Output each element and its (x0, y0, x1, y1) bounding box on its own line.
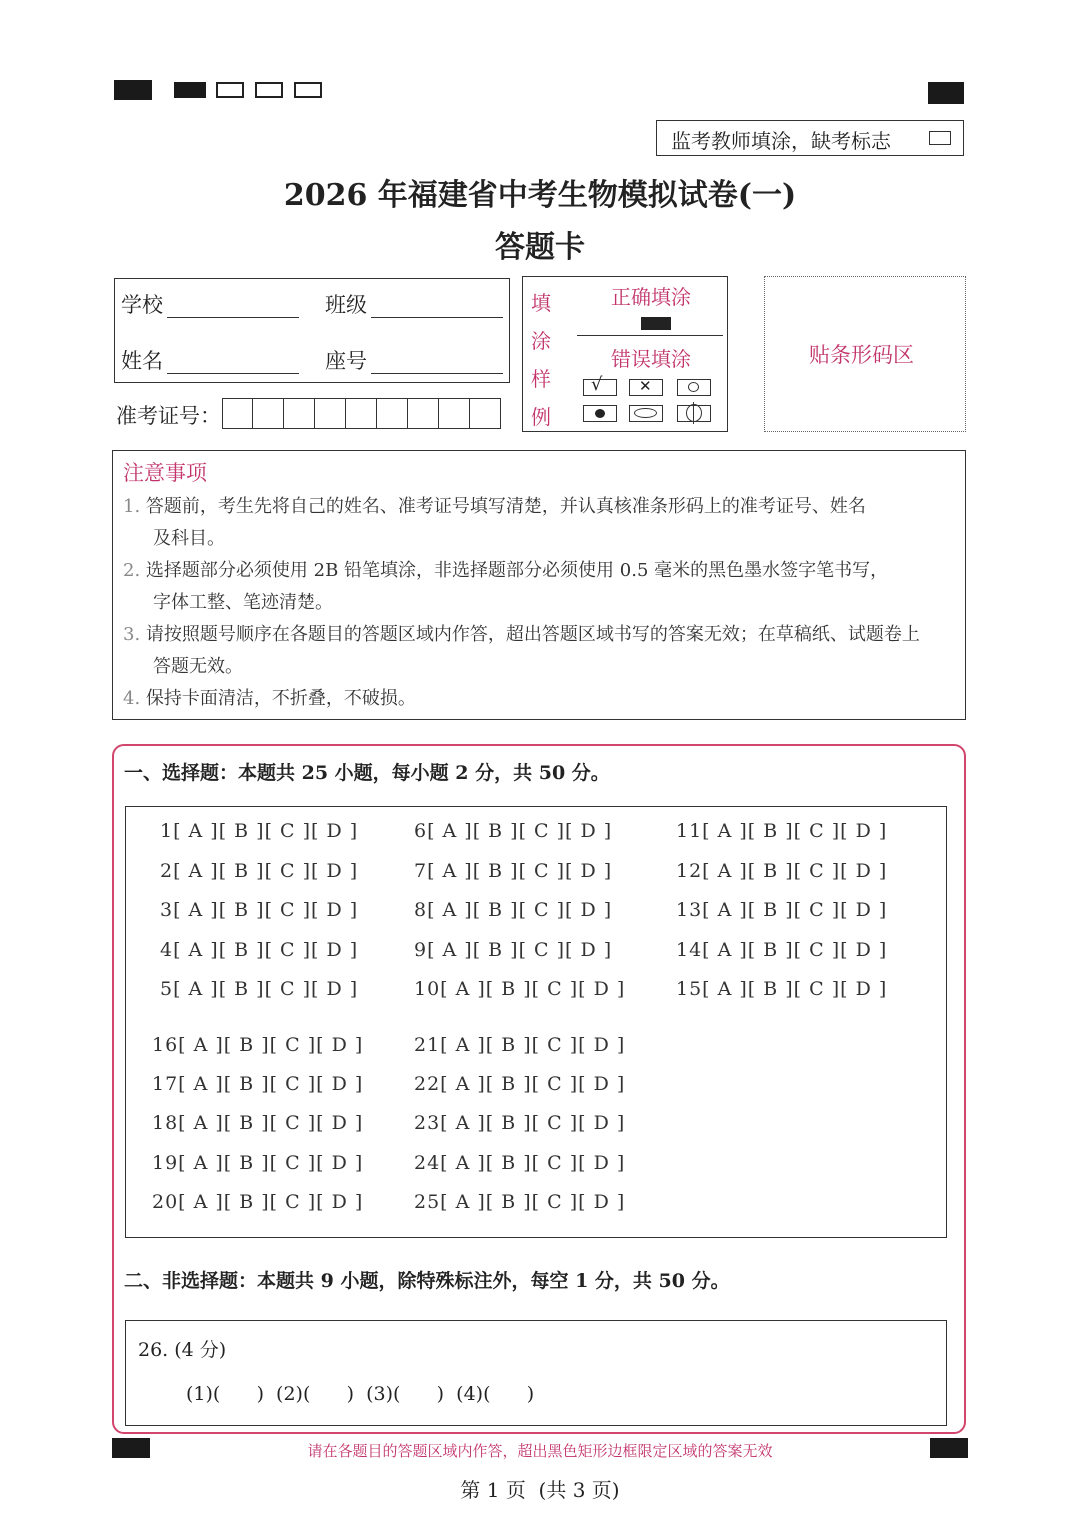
page-title: 2026 年福建省中考生物模拟试卷(一) (283, 178, 797, 213)
class-label: 班级 (325, 293, 367, 317)
exam-id-boxes[interactable] (222, 398, 501, 429)
section1-title: 一、选择题：本题共 25 小题，每小题 2 分，共 50 分。 (124, 762, 610, 784)
exam-id-digit[interactable] (470, 398, 501, 429)
mcq-row[interactable]: 14[ A ][ B ][ C ][ D ] (676, 938, 888, 961)
notice-item-3: 3. 请按照题号顺序在各题目的答题区域内作答，超出答题区域书写的答案无效；在草稿纸、试题卷上 答题无效。 (123, 624, 920, 677)
q26-box (125, 1320, 947, 1426)
check-icon: √ (591, 374, 603, 395)
mcq-row[interactable]: 23[ A ][ B ][ C ][ D ] (414, 1112, 626, 1135)
mcq-row[interactable]: 9[ A ][ B ][ C ][ D ] (414, 938, 613, 961)
page-subtitle: 答题卡 (495, 230, 585, 265)
mcq-group1-col3 (676, 820, 887, 1018)
exam-id-digit[interactable] (439, 398, 470, 429)
mcq-row[interactable]: 22[ A ][ B ][ C ][ D ] (414, 1073, 626, 1096)
absence-checkbox[interactable] (929, 131, 951, 145)
fill-sample-char-3: 样 (531, 367, 551, 391)
mcq-row[interactable]: 19[ A ][ B ][ C ][ D ] (152, 1151, 364, 1174)
mcq-row[interactable]: 3[ A ][ B ][ C ][ D ] (160, 899, 359, 921)
name-field[interactable] (167, 349, 299, 374)
slashed-circle-icon (686, 404, 702, 422)
exam-id-digit[interactable] (408, 398, 439, 429)
registration-mark-hollow-2 (255, 82, 283, 98)
mcq-row[interactable]: 5[ A ][ B ][ C ][ D ] (160, 978, 359, 1000)
exam-id-digit[interactable] (377, 398, 408, 429)
school-label: 学校 (121, 293, 163, 317)
slash-line (693, 402, 694, 424)
dot-icon (595, 409, 605, 418)
mcq-row[interactable]: 6[ A ][ B ][ C ][ D ] (414, 820, 613, 842)
mcq-group1-col2 (414, 820, 625, 1018)
mcq-row[interactable]: 25[ A ][ B ][ C ][ D ] (414, 1190, 626, 1213)
seat-field[interactable] (371, 349, 503, 374)
mcq-row[interactable]: 8[ A ][ B ][ C ][ D ] (414, 899, 613, 921)
mcq-row[interactable]: 10[ A ][ B ][ C ][ D ] (414, 978, 626, 1000)
mcq-row[interactable]: 4[ A ][ B ][ C ][ D ] (160, 938, 359, 961)
mcq-row[interactable]: 15[ A ][ B ][ C ][ D ] (676, 978, 888, 1000)
mcq-row[interactable]: 24[ A ][ B ][ C ][ D ] (414, 1151, 626, 1174)
wrong-sample-cross (629, 379, 663, 396)
fill-sample-char-4: 例 (531, 405, 551, 429)
mcq-group1-col1 (160, 820, 358, 1018)
mcq-row[interactable]: 1[ A ][ B ][ C ][ D ] (160, 820, 359, 842)
notice-item-4: 4. 保持卡面清洁，不折叠，不破损。 (123, 688, 416, 709)
wrong-sample-check (583, 374, 617, 396)
proctor-absence-box (656, 120, 964, 156)
exam-id-digit[interactable] (284, 398, 315, 429)
wrong-sample-circle (677, 379, 711, 396)
school-field[interactable] (167, 293, 299, 318)
mcq-row[interactable]: 21[ A ][ B ][ C ][ D ] (414, 1034, 626, 1056)
page-number: 第 1 页 (共 3 页) (460, 1478, 620, 1502)
proctor-label: 监考教师填涂，缺考标志 (671, 129, 891, 153)
barcode-area (764, 276, 966, 432)
exam-id-digit[interactable] (315, 398, 346, 429)
notice-heading: 注意事项 (123, 461, 207, 485)
wrong-fill-label: 错误填涂 (611, 347, 691, 371)
section2-title: 二、非选择题：本题共 9 小题，除特殊标注外，每空 1 分，共 50 分。 (124, 1270, 730, 1292)
exam-id-label: 准考证号： (116, 404, 221, 428)
q26-heading: 26. (4 分) (138, 1339, 227, 1361)
mcq-group2-col1 (152, 1034, 363, 1230)
mcq-group2-col2 (414, 1034, 625, 1230)
registration-mark-hollow-1 (216, 82, 244, 98)
fill-sample-char-2: 涂 (531, 329, 551, 353)
registration-mark-top-left (114, 80, 152, 100)
circle-icon (688, 382, 699, 392)
registration-mark-hollow-3 (294, 82, 322, 98)
seat-label: 座号 (325, 349, 367, 373)
mcq-row[interactable]: 12[ A ][ B ][ C ][ D ] (676, 859, 888, 882)
wrong-sample-slashed (677, 405, 711, 422)
mcq-row[interactable]: 11[ A ][ B ][ C ][ D ] (676, 820, 888, 842)
divider (577, 335, 723, 336)
notice-item-2: 2. 选择题部分必须使用 2B 铅笔填涂，非选择题部分必须使用 0.5 毫米的黑色墨水签字笔书写， 字体工整、笔迹清楚。 (123, 560, 889, 613)
student-info-box (114, 278, 510, 383)
ellipse-icon (634, 408, 657, 418)
registration-mark-top-2 (174, 82, 206, 98)
fill-sample-box (522, 276, 728, 432)
barcode-label: 贴条形码区 (809, 343, 914, 367)
registration-mark-top-right (928, 82, 964, 104)
mcq-row[interactable]: 17[ A ][ B ][ C ][ D ] (152, 1073, 364, 1096)
footer-warning: 请在各题目的答题区域内作答，超出黑色矩形边框限定区域的答案无效 (307, 1442, 773, 1460)
class-field[interactable] (371, 293, 503, 318)
name-label: 姓名 (121, 349, 163, 373)
mcq-row[interactable]: 2[ A ][ B ][ C ][ D ] (160, 859, 359, 882)
exam-id-digit[interactable] (222, 398, 253, 429)
exam-id-digit[interactable] (253, 398, 284, 429)
cross-icon: ✕ (639, 377, 652, 395)
q26-blanks[interactable]: (1)( ) (2)( ) (3)( ) (4)( ) (186, 1383, 535, 1405)
mcq-row[interactable]: 16[ A ][ B ][ C ][ D ] (152, 1034, 364, 1056)
fill-sample-char-1: 填 (531, 291, 551, 315)
mcq-row[interactable]: 13[ A ][ B ][ C ][ D ] (676, 899, 888, 921)
wrong-sample-ellipse (629, 405, 663, 422)
wrong-sample-dot (583, 405, 617, 422)
exam-id-digit[interactable] (346, 398, 377, 429)
mcq-row[interactable]: 20[ A ][ B ][ C ][ D ] (152, 1190, 364, 1213)
mcq-row[interactable]: 7[ A ][ B ][ C ][ D ] (414, 859, 613, 882)
correct-fill-mark (641, 317, 671, 330)
notice-box (112, 450, 966, 720)
correct-fill-label: 正确填涂 (611, 285, 691, 309)
mcq-row[interactable]: 18[ A ][ B ][ C ][ D ] (152, 1112, 364, 1135)
notice-item-1: 1. 答题前，考生先将自己的姓名、准考证号填写清楚，并认真核准条形码上的准考证号、姓名 及科目。 (123, 496, 866, 549)
